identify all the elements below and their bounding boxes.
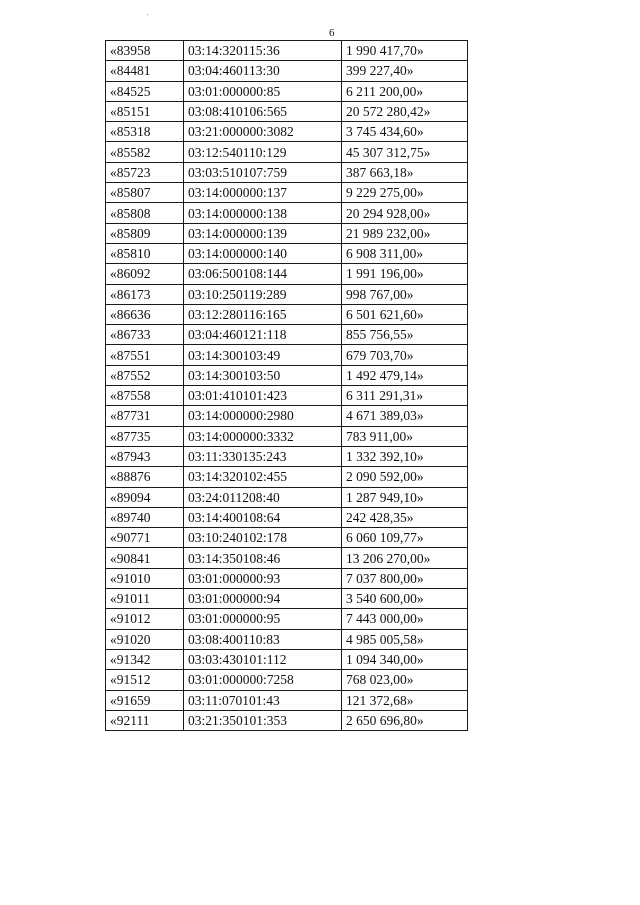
cadastral-number-cell: 03:21:350101:353 bbox=[184, 710, 342, 730]
table-row bbox=[106, 467, 468, 487]
cadastral-number-cell: 03:14:000000:2980 bbox=[184, 406, 342, 426]
cadastral-number-cell: 03:11:330135:243 bbox=[184, 446, 342, 466]
cadastral-number-cell: 03:04:460121:118 bbox=[184, 325, 342, 345]
record-number-cell: «91011 bbox=[106, 589, 184, 609]
table-row bbox=[106, 243, 468, 263]
record-number-cell: «85810 bbox=[106, 243, 184, 263]
record-number-cell: «85318 bbox=[106, 122, 184, 142]
record-number-cell: «86092 bbox=[106, 264, 184, 284]
cadastral-number-cell: 03:10:240102:178 bbox=[184, 528, 342, 548]
record-number-cell: «84481 bbox=[106, 61, 184, 81]
table-row bbox=[106, 61, 468, 81]
record-number-cell: «87552 bbox=[106, 365, 184, 385]
value-cell: 20 572 280,42» bbox=[342, 101, 468, 121]
table-row bbox=[106, 203, 468, 223]
table-row bbox=[106, 284, 468, 304]
cadastral-number-cell: 03:03:430101:112 bbox=[184, 649, 342, 669]
value-cell: 1 991 196,00» bbox=[342, 264, 468, 284]
cadastral-number-cell: 03:08:410106:565 bbox=[184, 101, 342, 121]
record-number-cell: «84525 bbox=[106, 81, 184, 101]
table-row bbox=[106, 426, 468, 446]
value-cell: 2 090 592,00» bbox=[342, 467, 468, 487]
table-row bbox=[106, 528, 468, 548]
value-cell: 768 023,00» bbox=[342, 670, 468, 690]
table-row bbox=[106, 345, 468, 365]
record-number-cell: «86636 bbox=[106, 304, 184, 324]
value-cell: 4 985 005,58» bbox=[342, 629, 468, 649]
cadastral-number-cell: 03:14:000000:140 bbox=[184, 243, 342, 263]
value-cell: 1 990 417,70» bbox=[342, 41, 468, 61]
value-cell: 783 911,00» bbox=[342, 426, 468, 446]
cadastral-number-cell: 03:01:000000:94 bbox=[184, 589, 342, 609]
record-number-cell: «91342 bbox=[106, 649, 184, 669]
value-cell: 6 060 109,77» bbox=[342, 528, 468, 548]
record-number-cell: «85807 bbox=[106, 183, 184, 203]
value-cell: 6 311 291,31» bbox=[342, 386, 468, 406]
record-number-cell: «91020 bbox=[106, 629, 184, 649]
value-cell: 21 989 232,00» bbox=[342, 223, 468, 243]
cadastral-number-cell: 03:08:400110:83 bbox=[184, 629, 342, 649]
cadastral-number-cell: 03:01:000000:85 bbox=[184, 81, 342, 101]
cadastral-number-cell: 03:14:320102:455 bbox=[184, 467, 342, 487]
value-cell: 2 650 696,80» bbox=[342, 710, 468, 730]
table-row bbox=[106, 101, 468, 121]
value-cell: 6 908 311,00» bbox=[342, 243, 468, 263]
registry-table bbox=[105, 40, 468, 731]
table-row bbox=[106, 710, 468, 730]
value-cell: 3 745 434,60» bbox=[342, 122, 468, 142]
table-row bbox=[106, 183, 468, 203]
value-cell: 4 671 389,03» bbox=[342, 406, 468, 426]
table-row bbox=[106, 690, 468, 710]
table-row bbox=[106, 487, 468, 507]
record-number-cell: «87558 bbox=[106, 386, 184, 406]
record-number-cell: «91659 bbox=[106, 690, 184, 710]
cadastral-number-cell: 03:01:000000:95 bbox=[184, 609, 342, 629]
record-number-cell: «90771 bbox=[106, 528, 184, 548]
table-row bbox=[106, 142, 468, 162]
cadastral-number-cell: 03:03:510107:759 bbox=[184, 162, 342, 182]
value-cell: 6 211 200,00» bbox=[342, 81, 468, 101]
cadastral-number-cell: 03:06:500108:144 bbox=[184, 264, 342, 284]
record-number-cell: «90841 bbox=[106, 548, 184, 568]
record-number-cell: «85723 bbox=[106, 162, 184, 182]
value-cell: 6 501 621,60» bbox=[342, 304, 468, 324]
record-number-cell: «87943 bbox=[106, 446, 184, 466]
cadastral-number-cell: 03:01:000000:7258 bbox=[184, 670, 342, 690]
record-number-cell: «85151 bbox=[106, 101, 184, 121]
table-row bbox=[106, 223, 468, 243]
table-row bbox=[106, 548, 468, 568]
cadastral-number-cell: 03:10:250119:289 bbox=[184, 284, 342, 304]
table-row bbox=[106, 365, 468, 385]
table-row bbox=[106, 507, 468, 527]
table-row bbox=[106, 589, 468, 609]
value-cell: 242 428,35» bbox=[342, 507, 468, 527]
table-row bbox=[106, 446, 468, 466]
record-number-cell: «88876 bbox=[106, 467, 184, 487]
value-cell: 121 372,68» bbox=[342, 690, 468, 710]
cadastral-number-cell: 03:12:280116:165 bbox=[184, 304, 342, 324]
table-row bbox=[106, 568, 468, 588]
table-body bbox=[106, 41, 468, 731]
record-number-cell: «87551 bbox=[106, 345, 184, 365]
record-number-cell: «91010 bbox=[106, 568, 184, 588]
cadastral-number-cell: 03:12:540110:129 bbox=[184, 142, 342, 162]
table-row bbox=[106, 609, 468, 629]
value-cell: 7 037 800,00» bbox=[342, 568, 468, 588]
table-row bbox=[106, 670, 468, 690]
record-number-cell: «85808 bbox=[106, 203, 184, 223]
cadastral-number-cell: 03:14:320115:36 bbox=[184, 41, 342, 61]
record-number-cell: «87735 bbox=[106, 426, 184, 446]
record-number-cell: «85582 bbox=[106, 142, 184, 162]
cadastral-number-cell: 03:21:000000:3082 bbox=[184, 122, 342, 142]
scan-speck bbox=[147, 14, 148, 15]
cadastral-number-cell: 03:01:000000:93 bbox=[184, 568, 342, 588]
cadastral-number-cell: 03:14:000000:137 bbox=[184, 183, 342, 203]
record-number-cell: «83958 bbox=[106, 41, 184, 61]
record-number-cell: «91512 bbox=[106, 670, 184, 690]
cadastral-number-cell: 03:14:400108:64 bbox=[184, 507, 342, 527]
value-cell: 1 094 340,00» bbox=[342, 649, 468, 669]
record-number-cell: «87731 bbox=[106, 406, 184, 426]
cadastral-number-cell: 03:24:011208:40 bbox=[184, 487, 342, 507]
record-number-cell: «86733 bbox=[106, 325, 184, 345]
record-number-cell: «92111 bbox=[106, 710, 184, 730]
table-row bbox=[106, 649, 468, 669]
value-cell: 399 227,40» bbox=[342, 61, 468, 81]
cadastral-number-cell: 03:11:070101:43 bbox=[184, 690, 342, 710]
value-cell: 1 332 392,10» bbox=[342, 446, 468, 466]
table-row bbox=[106, 264, 468, 284]
table-row bbox=[106, 629, 468, 649]
table-row bbox=[106, 122, 468, 142]
value-cell: 20 294 928,00» bbox=[342, 203, 468, 223]
cadastral-number-cell: 03:14:350108:46 bbox=[184, 548, 342, 568]
value-cell: 679 703,70» bbox=[342, 345, 468, 365]
cadastral-number-cell: 03:14:000000:138 bbox=[184, 203, 342, 223]
table-row bbox=[106, 81, 468, 101]
record-number-cell: «85809 bbox=[106, 223, 184, 243]
value-cell: 1 492 479,14» bbox=[342, 365, 468, 385]
cadastral-number-cell: 03:01:410101:423 bbox=[184, 386, 342, 406]
record-number-cell: «91012 bbox=[106, 609, 184, 629]
record-number-cell: «89094 bbox=[106, 487, 184, 507]
record-number-cell: «89740 bbox=[106, 507, 184, 527]
cadastral-number-cell: 03:14:000000:139 bbox=[184, 223, 342, 243]
cadastral-number-cell: 03:14:300103:50 bbox=[184, 365, 342, 385]
value-cell: 7 443 000,00» bbox=[342, 609, 468, 629]
cadastral-number-cell: 03:14:000000:3332 bbox=[184, 426, 342, 446]
value-cell: 998 767,00» bbox=[342, 284, 468, 304]
cadastral-number-cell: 03:14:300103:49 bbox=[184, 345, 342, 365]
cadastral-number-cell: 03:04:460113:30 bbox=[184, 61, 342, 81]
table-row bbox=[106, 41, 468, 61]
table-row bbox=[106, 386, 468, 406]
page-number: 6 bbox=[329, 27, 335, 39]
value-cell: 13 206 270,00» bbox=[342, 548, 468, 568]
table-row bbox=[106, 406, 468, 426]
table-row bbox=[106, 304, 468, 324]
value-cell: 1 287 949,10» bbox=[342, 487, 468, 507]
value-cell: 3 540 600,00» bbox=[342, 589, 468, 609]
table-row bbox=[106, 162, 468, 182]
record-number-cell: «86173 bbox=[106, 284, 184, 304]
value-cell: 855 756,55» bbox=[342, 325, 468, 345]
table-row bbox=[106, 325, 468, 345]
value-cell: 387 663,18» bbox=[342, 162, 468, 182]
value-cell: 9 229 275,00» bbox=[342, 183, 468, 203]
value-cell: 45 307 312,75» bbox=[342, 142, 468, 162]
